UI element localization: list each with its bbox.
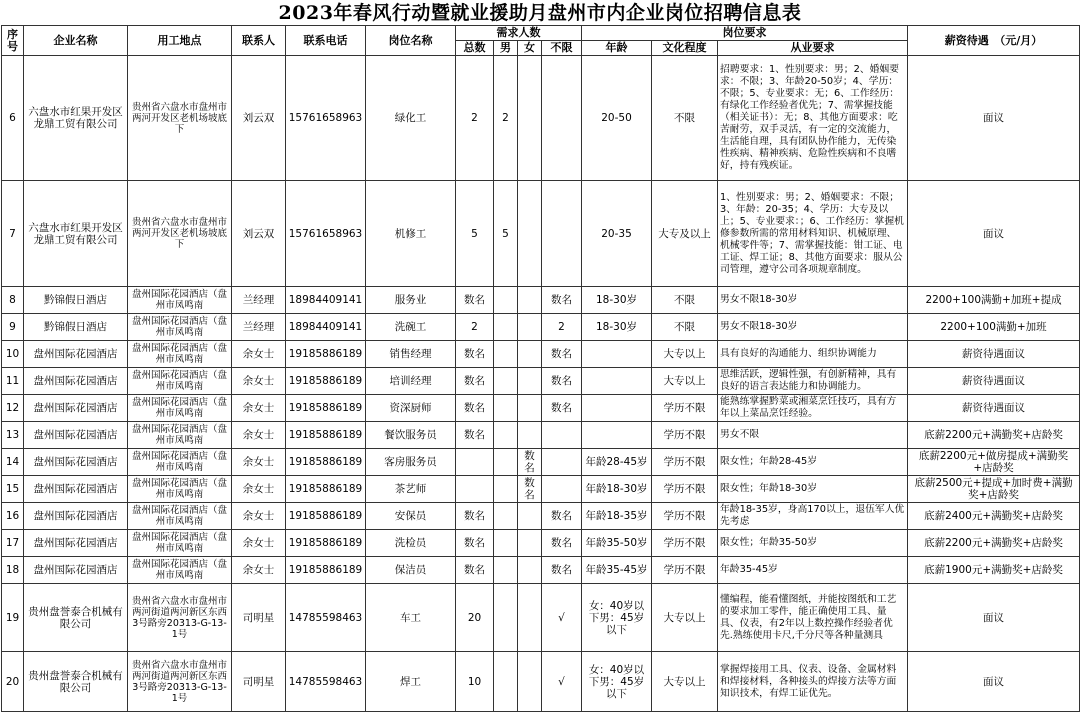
cell-location: 盘州国际花园酒店（盘州市凤鸣南 xyxy=(128,503,232,530)
cell-total: 2 xyxy=(456,314,494,341)
cell-unlimited: √ xyxy=(542,584,582,652)
cell-female xyxy=(518,181,542,287)
cell-phone: 19185886189 xyxy=(286,530,366,557)
cell-salary: 面议 xyxy=(908,652,1080,712)
cell-female: 数名 xyxy=(518,476,542,503)
cell-male xyxy=(494,476,518,503)
table-row xyxy=(2,287,1080,314)
cell-experience: 年龄18-35岁，身高170以上，退伍军人优先考虑 xyxy=(718,503,908,530)
cell-unlimited: 数名 xyxy=(542,395,582,422)
cell-age xyxy=(582,395,652,422)
table-row xyxy=(2,395,1080,422)
cell-company: 贵州盘誉泰合机械有限公司 xyxy=(24,652,128,712)
cell-seq: 10 xyxy=(2,341,24,368)
header-female: 女 xyxy=(518,41,542,56)
cell-phone: 19185886189 xyxy=(286,476,366,503)
cell-salary: 底薪2200元+满勤奖+店龄奖 xyxy=(908,422,1080,449)
cell-age: 女：40岁以下男：45岁以下 xyxy=(582,652,652,712)
cell-female xyxy=(518,584,542,652)
cell-location: 贵州省六盘水市盘州市两河街道两河新区东西3号路旁20313-G-13-1号 xyxy=(128,652,232,712)
cell-female xyxy=(518,368,542,395)
cell-education: 学历不限 xyxy=(652,449,718,476)
cell-female xyxy=(518,56,542,181)
cell-female xyxy=(518,557,542,584)
cell-salary: 2200+100满勤+加班+提成 xyxy=(908,287,1080,314)
cell-unlimited: 数名 xyxy=(542,503,582,530)
cell-seq: 13 xyxy=(2,422,24,449)
cell-unlimited xyxy=(542,476,582,503)
cell-position: 客房服务员 xyxy=(366,449,456,476)
cell-age: 年龄35-50岁 xyxy=(582,530,652,557)
cell-total: 数名 xyxy=(456,503,494,530)
cell-education: 学历不限 xyxy=(652,557,718,584)
cell-age: 女：40岁以下男：45岁以下 xyxy=(582,584,652,652)
cell-education: 大专以上 xyxy=(652,652,718,712)
header-requirement-group: 岗位要求 xyxy=(582,26,908,41)
cell-female xyxy=(518,395,542,422)
cell-education: 大专及以上 xyxy=(652,181,718,287)
cell-age xyxy=(582,341,652,368)
cell-seq: 11 xyxy=(2,368,24,395)
cell-position: 资深厨师 xyxy=(366,395,456,422)
cell-position: 安保员 xyxy=(366,503,456,530)
cell-phone: 19185886189 xyxy=(286,503,366,530)
cell-total: 数名 xyxy=(456,557,494,584)
cell-position: 车工 xyxy=(366,584,456,652)
cell-salary: 底薪1900元+满勤奖+店龄奖 xyxy=(908,557,1080,584)
cell-unlimited: √ xyxy=(542,652,582,712)
cell-seq: 18 xyxy=(2,557,24,584)
table-row xyxy=(2,449,1080,476)
cell-experience: 具有良好的沟通能力、组织协调能力 xyxy=(718,341,908,368)
cell-contact: 余女士 xyxy=(232,530,286,557)
cell-education: 学历不限 xyxy=(652,395,718,422)
header-company: 企业名称 xyxy=(24,26,128,56)
cell-salary: 面议 xyxy=(908,181,1080,287)
cell-experience: 招聘要求：1、性别要求：男；2、婚姻要求：不限；3、年龄20-50岁；4、学历：不限；5、专业要求：无；6、工作经历：有绿化工作经验者优先；7、需掌握技能（相关证书）：无；8、其他方面要求：吃苦耐劳，双手灵活，有一定的交流能力，生活能自理，具有团队协作能力，无传染性疾病、精神疾病、危险性疾病和不良嗜好，持有残疾证。 xyxy=(718,56,908,181)
cell-company: 盘州国际花园酒店 xyxy=(24,476,128,503)
table-row xyxy=(2,476,1080,503)
cell-salary: 底薪2200元+做房提成+满勤奖+店龄奖 xyxy=(908,449,1080,476)
cell-education: 学历不限 xyxy=(652,503,718,530)
cell-female xyxy=(518,652,542,712)
cell-total: 数名 xyxy=(456,368,494,395)
cell-total: 20 xyxy=(456,584,494,652)
cell-phone: 15761658963 xyxy=(286,181,366,287)
table-row xyxy=(2,557,1080,584)
cell-salary: 薪资待遇面议 xyxy=(908,341,1080,368)
cell-female xyxy=(518,503,542,530)
cell-company: 贵州盘誉泰合机械有限公司 xyxy=(24,584,128,652)
cell-experience: 男女不限18-30岁 xyxy=(718,314,908,341)
cell-male xyxy=(494,584,518,652)
cell-age: 18-30岁 xyxy=(582,287,652,314)
cell-contact: 司明星 xyxy=(232,584,286,652)
cell-experience: 限女性；年龄18-30岁 xyxy=(718,476,908,503)
cell-position: 餐饮服务员 xyxy=(366,422,456,449)
cell-female xyxy=(518,287,542,314)
header-location: 用工地点 xyxy=(128,26,232,56)
header-total: 总数 xyxy=(456,41,494,56)
cell-position: 服务业 xyxy=(366,287,456,314)
cell-total: 数名 xyxy=(456,530,494,557)
cell-education: 不限 xyxy=(652,56,718,181)
cell-total: 数名 xyxy=(456,287,494,314)
cell-salary: 底薪2200元+满勤奖+店龄奖 xyxy=(908,530,1080,557)
cell-position: 洗碗工 xyxy=(366,314,456,341)
cell-age: 年龄18-35岁 xyxy=(582,503,652,530)
cell-experience: 限女性；年龄35-50岁 xyxy=(718,530,908,557)
table-row xyxy=(2,314,1080,341)
cell-seq: 20 xyxy=(2,652,24,712)
cell-male xyxy=(494,503,518,530)
cell-location: 盘州国际花园酒店（盘州市凤鸣南 xyxy=(128,449,232,476)
cell-location: 盘州国际花园酒店（盘州市凤鸣南 xyxy=(128,368,232,395)
cell-company: 盘州国际花园酒店 xyxy=(24,449,128,476)
table-row xyxy=(2,56,1080,181)
cell-experience: 思维活跃，逻辑性强，有创新精神，具有良好的语言表达能力和协调能力。 xyxy=(718,368,908,395)
cell-unlimited: 数名 xyxy=(542,530,582,557)
cell-location: 贵州省六盘水市盘州市两河开发区老机场坡底下 xyxy=(128,56,232,181)
table-row xyxy=(2,341,1080,368)
cell-education: 学历不限 xyxy=(652,530,718,557)
cell-salary: 面议 xyxy=(908,56,1080,181)
cell-position: 培训经理 xyxy=(366,368,456,395)
table-row xyxy=(2,368,1080,395)
header-demand-group: 需求人数 xyxy=(456,26,582,41)
cell-experience: 掌握焊接用工具、仪表、设备、金属材料和焊接材料，各种接头的焊接方法等方面知识技术，有焊工证优先。 xyxy=(718,652,908,712)
cell-total: 数名 xyxy=(456,341,494,368)
cell-male xyxy=(494,557,518,584)
cell-total: 数名 xyxy=(456,422,494,449)
cell-company: 黔锦假日酒店 xyxy=(24,287,128,314)
cell-total xyxy=(456,476,494,503)
cell-education: 不限 xyxy=(652,287,718,314)
cell-company: 六盘水市红果开发区龙鼎工贸有限公司 xyxy=(24,181,128,287)
table-row xyxy=(2,503,1080,530)
cell-seq: 7 xyxy=(2,181,24,287)
cell-position: 绿化工 xyxy=(366,56,456,181)
cell-seq: 15 xyxy=(2,476,24,503)
cell-male: 2 xyxy=(494,56,518,181)
cell-female xyxy=(518,422,542,449)
cell-education: 大专以上 xyxy=(652,368,718,395)
cell-position: 保洁员 xyxy=(366,557,456,584)
cell-company: 盘州国际花园酒店 xyxy=(24,503,128,530)
header-male: 男 xyxy=(494,41,518,56)
cell-seq: 17 xyxy=(2,530,24,557)
cell-location: 贵州省六盘水市盘州市两河开发区老机场坡底下 xyxy=(128,181,232,287)
cell-education: 学历不限 xyxy=(652,476,718,503)
cell-phone: 19185886189 xyxy=(286,395,366,422)
cell-phone: 19185886189 xyxy=(286,341,366,368)
cell-total: 10 xyxy=(456,652,494,712)
cell-unlimited xyxy=(542,56,582,181)
header-education: 文化程度 xyxy=(652,41,718,56)
cell-location: 盘州国际花园酒店（盘州市凤鸣南 xyxy=(128,287,232,314)
cell-company: 盘州国际花园酒店 xyxy=(24,395,128,422)
cell-contact: 余女士 xyxy=(232,368,286,395)
cell-position: 茶艺师 xyxy=(366,476,456,503)
cell-male xyxy=(494,314,518,341)
cell-female xyxy=(518,314,542,341)
cell-phone: 19185886189 xyxy=(286,449,366,476)
cell-education: 不限 xyxy=(652,314,718,341)
cell-experience: 男女不限18-30岁 xyxy=(718,287,908,314)
header-experience: 从业要求 xyxy=(718,41,908,56)
cell-age xyxy=(582,368,652,395)
cell-phone: 19185886189 xyxy=(286,422,366,449)
cell-seq: 19 xyxy=(2,584,24,652)
cell-experience: 男女不限 xyxy=(718,422,908,449)
header-phone: 联系电话 xyxy=(286,26,366,56)
cell-male: 5 xyxy=(494,181,518,287)
cell-company: 盘州国际花园酒店 xyxy=(24,422,128,449)
cell-unlimited: 2 xyxy=(542,314,582,341)
cell-contact: 余女士 xyxy=(232,476,286,503)
cell-salary: 薪资待遇面议 xyxy=(908,368,1080,395)
cell-age: 年龄18-30岁 xyxy=(582,476,652,503)
page-title: 2023年春风行动暨就业援助月盘州市内企业岗位招聘信息表 xyxy=(278,2,802,24)
cell-age: 20-35 xyxy=(582,181,652,287)
cell-seq: 14 xyxy=(2,449,24,476)
cell-contact: 余女士 xyxy=(232,503,286,530)
cell-education: 大专以上 xyxy=(652,341,718,368)
cell-company: 黔锦假日酒店 xyxy=(24,314,128,341)
cell-experience: 1、性别要求：男；2、婚姻要求：不限；3、年龄：20-35；4、学历：大专及以上；5、专业要求：；6、工作经历：掌握机修参数所需的常用材料知识、机械原理、机械零件等；7、需掌握技能：钳工证、电工证、焊工证；8、其他方面要求：服从公司管理，遵守公司各项规章制度。 xyxy=(718,181,908,287)
cell-unlimited: 数名 xyxy=(542,341,582,368)
header-unlimited: 不限 xyxy=(542,41,582,56)
cell-seq: 16 xyxy=(2,503,24,530)
cell-location: 盘州国际花园酒店（盘州市凤鸣南 xyxy=(128,530,232,557)
cell-salary: 2200+100满勤+加班 xyxy=(908,314,1080,341)
cell-position: 焊工 xyxy=(366,652,456,712)
table-row xyxy=(2,422,1080,449)
cell-male xyxy=(494,530,518,557)
cell-location: 贵州省六盘水市盘州市两河街道两河新区东西3号路旁20313-G-13-1号 xyxy=(128,584,232,652)
cell-company: 六盘水市红果开发区龙鼎工贸有限公司 xyxy=(24,56,128,181)
cell-location: 盘州国际花园酒店（盘州市凤鸣南 xyxy=(128,314,232,341)
cell-contact: 余女士 xyxy=(232,449,286,476)
cell-contact: 余女士 xyxy=(232,557,286,584)
cell-phone: 19185886189 xyxy=(286,368,366,395)
cell-male xyxy=(494,422,518,449)
cell-salary: 薪资待遇面议 xyxy=(908,395,1080,422)
cell-location: 盘州国际花园酒店（盘州市凤鸣南 xyxy=(128,395,232,422)
cell-company: 盘州国际花园酒店 xyxy=(24,341,128,368)
cell-contact: 司明星 xyxy=(232,652,286,712)
cell-seq: 9 xyxy=(2,314,24,341)
cell-phone: 18984409141 xyxy=(286,314,366,341)
cell-male xyxy=(494,449,518,476)
cell-age: 20-50 xyxy=(582,56,652,181)
table-row xyxy=(2,530,1080,557)
cell-unlimited xyxy=(542,181,582,287)
table-row xyxy=(2,652,1080,712)
cell-contact: 兰经理 xyxy=(232,314,286,341)
cell-age: 18-30岁 xyxy=(582,314,652,341)
cell-contact: 余女士 xyxy=(232,422,286,449)
cell-male xyxy=(494,287,518,314)
cell-education: 大专以上 xyxy=(652,584,718,652)
cell-unlimited xyxy=(542,449,582,476)
cell-contact: 刘云双 xyxy=(232,56,286,181)
cell-female xyxy=(518,530,542,557)
cell-experience: 能熟练掌握黔菜或湘菜烹饪技巧，具有方年以上菜品烹饪经验。 xyxy=(718,395,908,422)
cell-male xyxy=(494,368,518,395)
cell-education: 学历不限 xyxy=(652,422,718,449)
cell-contact: 兰经理 xyxy=(232,287,286,314)
cell-contact: 余女士 xyxy=(232,395,286,422)
cell-phone: 18984409141 xyxy=(286,287,366,314)
cell-unlimited: 数名 xyxy=(542,287,582,314)
cell-experience: 限女性；年龄28-45岁 xyxy=(718,449,908,476)
cell-phone: 15761658963 xyxy=(286,56,366,181)
cell-age: 年龄28-45岁 xyxy=(582,449,652,476)
cell-experience: 懂编程，能看懂图纸，并能按图纸和工艺的要求加工零件，能正确使用工具、量具、仪表，有2年以上数控操作经验者优先.熟练使用卡尺,千分尺等各种量测具 xyxy=(718,584,908,652)
cell-company: 盘州国际花园酒店 xyxy=(24,368,128,395)
cell-total: 2 xyxy=(456,56,494,181)
header-salary: 薪资待遇 （元/月） xyxy=(908,26,1080,56)
cell-total xyxy=(456,449,494,476)
cell-salary: 底薪2500元+提成+加时费+满勤奖+店龄奖 xyxy=(908,476,1080,503)
cell-experience: 年龄35-45岁 xyxy=(718,557,908,584)
cell-phone: 14785598463 xyxy=(286,652,366,712)
cell-contact: 刘云双 xyxy=(232,181,286,287)
cell-unlimited: 数名 xyxy=(542,368,582,395)
cell-position: 销售经理 xyxy=(366,341,456,368)
header-contact: 联系人 xyxy=(232,26,286,56)
cell-company: 盘州国际花园酒店 xyxy=(24,557,128,584)
table-row xyxy=(2,181,1080,287)
cell-male xyxy=(494,652,518,712)
cell-salary: 面议 xyxy=(908,584,1080,652)
header-age: 年龄 xyxy=(582,41,652,56)
cell-seq: 8 xyxy=(2,287,24,314)
cell-salary: 底薪2400元+满勤奖+店龄奖 xyxy=(908,503,1080,530)
cell-location: 盘州国际花园酒店（盘州市凤鸣南 xyxy=(128,476,232,503)
cell-company: 盘州国际花园酒店 xyxy=(24,530,128,557)
cell-female: 数名 xyxy=(518,449,542,476)
cell-seq: 6 xyxy=(2,56,24,181)
header-seq: 序号 xyxy=(2,26,24,56)
cell-unlimited xyxy=(542,422,582,449)
cell-age: 年龄35-45岁 xyxy=(582,557,652,584)
cell-unlimited: 数名 xyxy=(542,557,582,584)
header-position: 岗位名称 xyxy=(366,26,456,56)
cell-location: 盘州国际花园酒店（盘州市凤鸣南 xyxy=(128,557,232,584)
cell-male xyxy=(494,395,518,422)
cell-male xyxy=(494,341,518,368)
cell-age xyxy=(582,422,652,449)
cell-location: 盘州国际花园酒店（盘州市凤鸣南 xyxy=(128,341,232,368)
cell-location: 盘州国际花园酒店（盘州市凤鸣南 xyxy=(128,422,232,449)
cell-seq: 12 xyxy=(2,395,24,422)
cell-total: 5 xyxy=(456,181,494,287)
cell-position: 机修工 xyxy=(366,181,456,287)
cell-contact: 余女士 xyxy=(232,341,286,368)
job-table xyxy=(1,25,1080,712)
cell-total: 数名 xyxy=(456,395,494,422)
cell-phone: 19185886189 xyxy=(286,557,366,584)
cell-phone: 14785598463 xyxy=(286,584,366,652)
table-row xyxy=(2,584,1080,652)
cell-position: 洗检员 xyxy=(366,530,456,557)
cell-female xyxy=(518,341,542,368)
